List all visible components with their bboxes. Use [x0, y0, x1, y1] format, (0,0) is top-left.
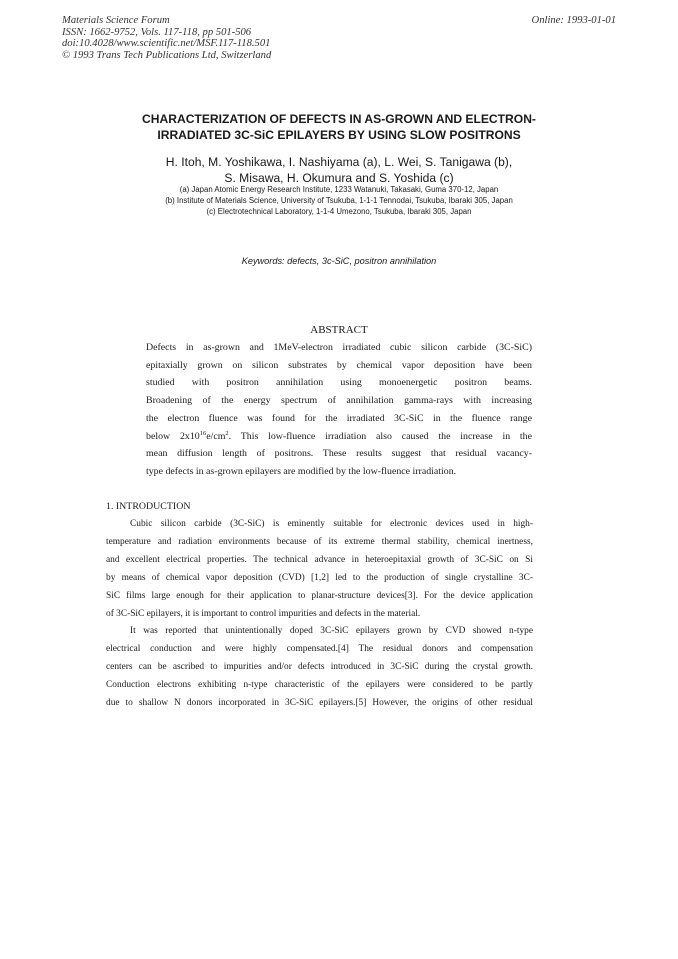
intro-line: It was reported that unintentionally doped 3C-SiC epilayers grown by CVD showed n-type [130, 626, 533, 637]
citation-block [62, 15, 271, 61]
keywords: Keywords: defects, 3c-SiC, positron annihilation [241, 256, 437, 266]
affiliations [80, 184, 598, 218]
intro-line: centers can be ascribed to impurities and/or defects introduced in 3C-SiC during the crystal growth. [106, 662, 533, 673]
intro-line: by means of chemical vapor deposition (CVD) [1,2] led to the production of single crystalline 3C- [106, 572, 533, 583]
abstract-heading: ABSTRACT [310, 324, 368, 336]
abstract-line: mean diffusion length of positrons. These results suggest that residual vacancy- [146, 448, 532, 460]
intro-line: electrical conduction and were highly compensated.[4] The residual donors and compensation [106, 644, 533, 655]
intro-line: due to shallow N donors incorporated in 3C-SiC epilayers.[5] However, the origins of other residual [106, 698, 533, 709]
abstract-line: Broadening of the energy spectrum of annihilation gamma-rays with increasing [146, 395, 532, 407]
author-list [80, 155, 598, 186]
authors-line-1: H. Itoh, M. Yoshikawa, I. Nashiyama (a), L. Wei, S. Tanigawa (b), [165, 155, 513, 169]
abstract-body [146, 339, 532, 481]
doi-line[interactable]: doi:10.4028/www.scientific.net/MSF.117-118.501 [62, 38, 271, 50]
abstract-line: studied with positron annihilation using monoenergetic positron beams. [146, 377, 532, 389]
online-date: Online: 1993-01-01 [531, 15, 616, 26]
abstract-line: type defects in as-grown epilayers are modified by the low-fluence irradiation. [146, 465, 457, 477]
abstract-text: e/cm [206, 430, 226, 442]
section-heading-introduction: 1. INTRODUCTION [106, 501, 191, 512]
copyright-line: © 1993 Trans Tech Publications Ltd, Switzerland [62, 49, 272, 61]
affiliation-c: (c) Electrotechnical Laboratory, 1-1-4 Umezono, Tsukuba, Ibaraki 305, Japan [206, 207, 472, 217]
journal-name: Materials Science Forum [62, 15, 170, 26]
abstract-text: . This low-fluence irradiation also caused the increase in the [228, 430, 533, 442]
intro-line: and excellent electrical properties. The technical advance in heteroepitaxial growth of 3C-SiC on Si [106, 554, 533, 565]
paper-title [100, 111, 578, 143]
intro-line: of 3C-SiC epilayers, it is important to control impurities and defects in the material. [106, 608, 421, 619]
issn-line: ISSN: 1662-9752, Vols. 117-118, pp 501-506 [62, 26, 252, 38]
affiliation-a: (a) Japan Atomic Energy Research Institute, 1233 Watanuki, Takasaki, Guma 370-12, Japan [179, 185, 499, 194]
affiliation-b: (b) Institute of Materials Science, University of Tsukuba, 1-1-1 Tennodai, Tsukuba, Ibaraki 305, Japan [165, 196, 513, 206]
title-line-1: CHARACTERIZATION OF DEFECTS IN AS-GROWN AND ELECTRON- [142, 112, 536, 126]
introduction-body [106, 516, 533, 713]
exponent: 2 [225, 429, 229, 437]
abstract-line [146, 428, 532, 446]
intro-line: SiC films large enough for their application to planar-structure devices[3]. For the device application [106, 590, 533, 601]
authors-line-2: S. Misawa, H. Okumura and S. Yoshida (c) [224, 170, 454, 185]
abstract-text: below 2x10 [146, 430, 200, 442]
abstract-line: the electron fluence was found for the irradiated 3C-SiC in the fluence range [146, 412, 532, 424]
abstract-line: epitaxially grown on silicon substrates by chemical vapor deposition have been [146, 359, 532, 371]
exponent: 16 [199, 429, 207, 437]
intro-line: Conduction electrons exhibiting n-type characteristic of the epilayers were considered to be partly [106, 680, 533, 691]
intro-line: temperature and radiation environments because of its extreme thermal stability, chemical inertness, [106, 536, 533, 547]
intro-line: Cubic silicon carbide (3C-SiC) is eminently suitable for electronic devices used in high- [130, 519, 533, 529]
title-line-2: IRRADIATED 3C-SiC EPILAYERS BY USING SLOW POSITRONS [157, 128, 521, 142]
abstract-line: Defects in as-grown and 1MeV-electron irradiated cubic silicon carbide (3C-SiC) [146, 342, 532, 353]
